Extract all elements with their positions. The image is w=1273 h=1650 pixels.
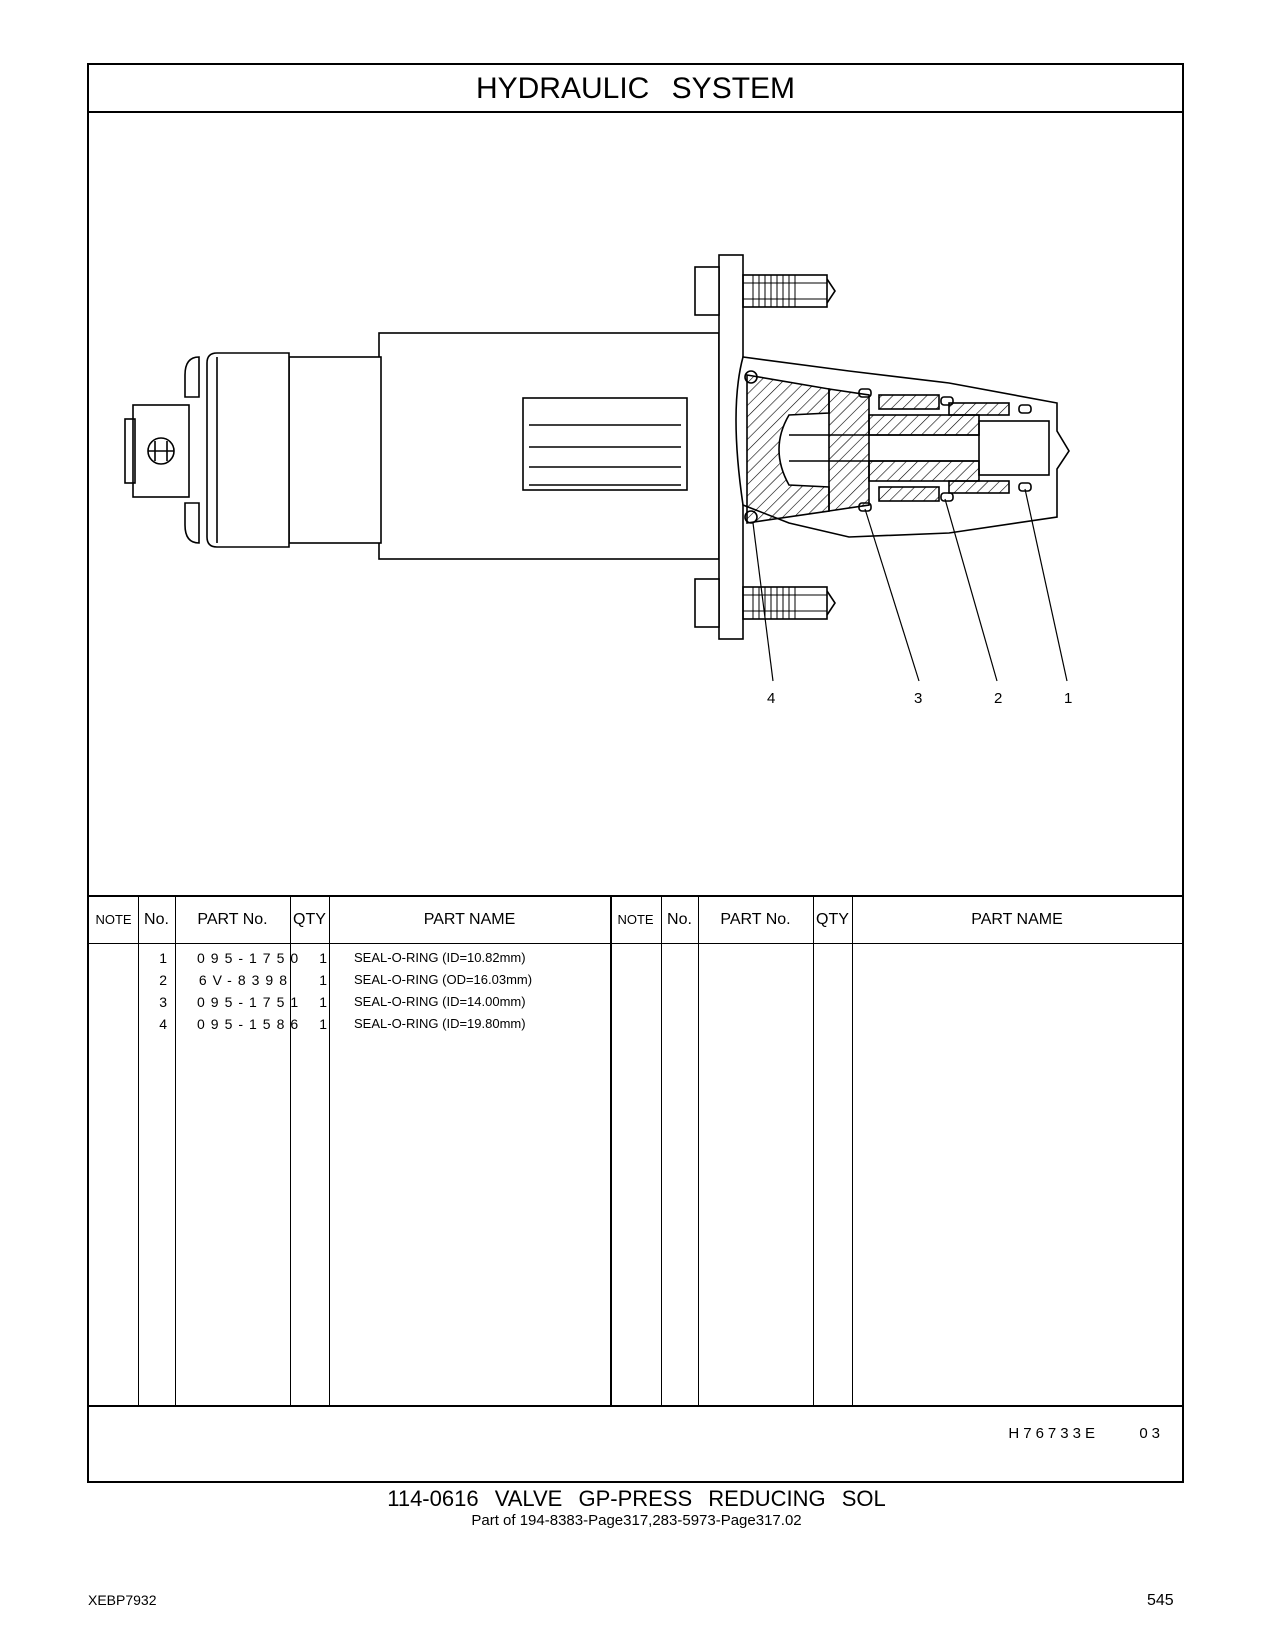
col-no-header: No.: [144, 911, 169, 928]
illustration-revision: 03: [1139, 1425, 1164, 1442]
part-number: 095-1751: [197, 994, 305, 1010]
col-partname-header-right: PART NAME: [971, 911, 1063, 928]
quantity: 1: [319, 994, 327, 1010]
quantity: 1: [319, 1016, 327, 1032]
col-partname-header: PART NAME: [423, 911, 516, 928]
parts-table: [89, 895, 1182, 1407]
illustration-number: H76733E: [1008, 1425, 1099, 1442]
part-number: 095-1750: [197, 950, 305, 966]
document-id: XEBP7932: [88, 1592, 157, 1608]
item-number: 1: [159, 950, 167, 966]
illustration-code: [1008, 1425, 1164, 1442]
assembly-reference: Part of 194-8383-Page317,283-5973-Page317.02: [471, 1512, 802, 1529]
part-name: SEAL-O-RING (ID=10.82mm): [354, 950, 526, 965]
part-name: SEAL-O-RING (ID=14.00mm): [354, 994, 526, 1009]
end-cap: [207, 353, 289, 547]
callout-4: 4: [767, 690, 776, 707]
item-number: 3: [159, 994, 167, 1010]
callout-3: 3: [914, 690, 923, 707]
col-partno-header-right: PART No.: [720, 911, 791, 928]
quantity: 1: [319, 972, 327, 988]
quantity: 1: [319, 950, 327, 966]
item-number: 2: [159, 972, 167, 988]
callout-2: 2: [994, 690, 1003, 707]
part-name: SEAL-O-RING (ID=19.80mm): [354, 1016, 526, 1031]
solenoid-coil: [379, 333, 719, 559]
col-note-header: NOTE: [95, 912, 132, 927]
part-name: SEAL-O-RING (OD=16.03mm): [354, 972, 533, 987]
callout-1: 1: [1064, 690, 1073, 707]
item-number: 4: [159, 1016, 167, 1032]
assembly-caption: 114-0616 VALVE GP-PRESS REDUCING SOL: [387, 1486, 886, 1511]
part-number: 6V-8398: [198, 972, 293, 988]
leader-4: [753, 523, 773, 681]
page-title: HYDRAULIC SYSTEM: [89, 65, 1182, 113]
exploded-view-drawing: [89, 113, 1182, 895]
col-qty-header: QTY: [293, 911, 326, 928]
col-no-header-right: No.: [667, 911, 692, 928]
part-number: 095-1586: [197, 1016, 305, 1032]
col-partno-header: PART No.: [197, 911, 268, 928]
col-qty-header-right: QTY: [816, 911, 849, 928]
parts-page-frame: [87, 63, 1184, 1483]
col-note-header-right: NOTE: [617, 912, 654, 927]
page-number: 545: [1147, 1592, 1174, 1609]
